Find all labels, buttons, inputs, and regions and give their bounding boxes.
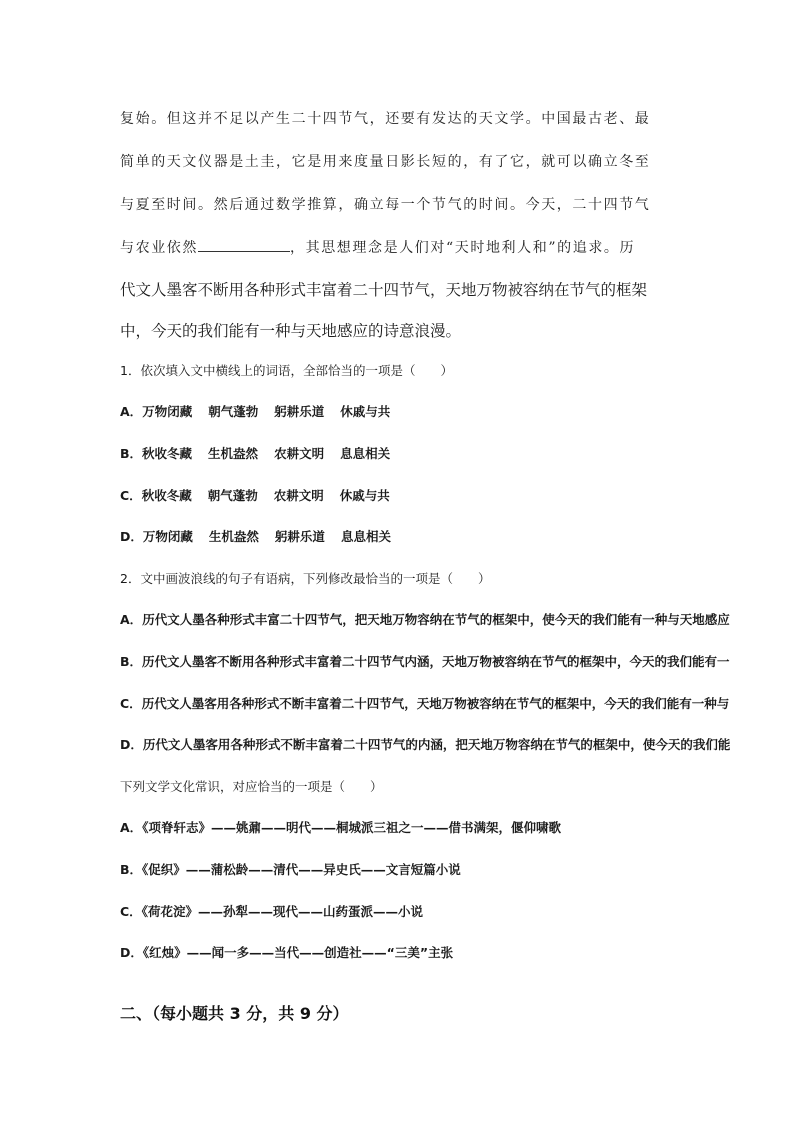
option-word: 休戚与共	[340, 404, 391, 419]
option-word: 生机盎然	[208, 446, 259, 461]
question-3-option-b	[120, 860, 461, 878]
question-2-option-b	[120, 652, 730, 670]
passage-line-5: 代文人墨客不断用各种形式丰富着二十四节气，天地万物被容纳在节气的框架	[120, 281, 648, 299]
option-letter: A．	[120, 820, 143, 835]
section-2-heading: 二、（每小题共 3 分，共 9 分）	[120, 1004, 349, 1023]
question-1-option-d	[120, 527, 391, 545]
option-word: 生机盎然	[208, 529, 259, 544]
question-1-option-c	[120, 486, 390, 504]
question-3-option-d	[120, 943, 453, 961]
option-text: 《项脊轩志》——姚鼐——明代——桐城派三祖之一——借书满架，偃仰啸歌	[142, 820, 561, 835]
question-3-option-c	[120, 902, 423, 920]
fill-in-blank	[198, 239, 290, 252]
option-letter: C．	[120, 488, 142, 503]
option-text: 历代文人墨客用各种形式不断丰富着二十四节气，天地万物被容纳在节气的框架中，今天的我们能有一种与	[141, 696, 730, 711]
question-3-option-a	[120, 818, 561, 836]
passage-line-4-post: ，其思想理念是人们对“天时地利人和”的追求。历	[290, 240, 636, 256]
passage-line-3: 与夏至时间。然后通过数学推算，确立每一个节气的时间。今天，二十四节气	[120, 197, 651, 213]
question-1-option-b	[120, 444, 390, 462]
option-text: 历代文人墨客不断用各种形式丰富着二十四节气内涵，天地万物被容纳在节气的框架中，今天的我们能有一	[142, 654, 730, 669]
option-word: 息息相关	[340, 446, 391, 461]
option-word: 休戚与共	[339, 488, 390, 503]
option-letter: B．	[120, 862, 143, 877]
option-letter: D．	[120, 737, 143, 752]
passage-line-4	[120, 237, 635, 257]
option-letter: C．	[120, 696, 142, 711]
question-2-option-a	[120, 610, 730, 628]
option-word: 农耕文明	[274, 446, 325, 461]
option-text: 《荷花淀》——孙犁——现代——山药蛋派——小说	[141, 904, 423, 919]
question-2-option-c	[120, 694, 729, 712]
option-word: 秋收冬藏	[141, 488, 192, 503]
question-1-stem: 1．依次填入文中横线上的词语，全部恰当的一项是（ ）	[120, 363, 453, 378]
passage-line-1: 复始。但这并不足以产生二十四节气，还要有发达的天文学。中国最古老、最	[120, 111, 651, 127]
option-word: 秋收冬藏	[142, 446, 193, 461]
option-word: 万物闭藏	[142, 529, 193, 544]
option-letter: B．	[120, 446, 143, 461]
option-letter: D．	[120, 529, 143, 544]
option-text: 历代文人墨客用各种形式不断丰富着二十四节气的内涵，把天地万物容纳在节气的框架中，使今天的我们能	[142, 737, 731, 752]
option-text: 《红烛》——闻一多——当代——创造社——“三美”主张	[142, 945, 454, 960]
question-2-option-d	[120, 735, 730, 753]
question-1-option-a	[120, 402, 390, 420]
option-word: 息息相关	[340, 529, 391, 544]
option-letter: B．	[120, 654, 143, 669]
option-letter: D．	[120, 945, 143, 960]
option-word: 躬耕乐道	[274, 404, 325, 419]
option-word: 朝气蓬勃	[208, 404, 259, 419]
option-letter: A．	[120, 404, 143, 419]
option-word: 躬耕乐道	[274, 529, 325, 544]
passage-line-2: 简单的天文仪器是土圭，它是用来度量日影长短的，有了它，就可以确立冬至	[120, 154, 651, 170]
question-3-stem: 下列文学文化常识，对应恰当的一项是（ ）	[120, 779, 383, 794]
question-2-stem: 2．文中画波浪线的句子有语病，下列修改最恰当的一项是（ ）	[120, 571, 491, 586]
option-letter: C．	[120, 904, 142, 919]
option-text: 《促织》——蒲松龄——清代——异史氏——文言短篇小说	[142, 862, 461, 877]
option-letter: A．	[120, 612, 143, 627]
option-word: 农耕文明	[273, 488, 324, 503]
passage-line-6: 中，今天的我们能有一种与天地感应的诗意浪漫。	[120, 322, 462, 340]
passage-line-4-pre: 与农业依然	[120, 240, 198, 256]
option-word: 朝气蓬勃	[207, 488, 258, 503]
option-word: 万物闭藏	[142, 404, 193, 419]
option-text: 历代文人墨各种形式丰富二十四节气，把天地万物容纳在节气的框架中，使今天的我们能有一种与天地感应	[142, 612, 730, 627]
